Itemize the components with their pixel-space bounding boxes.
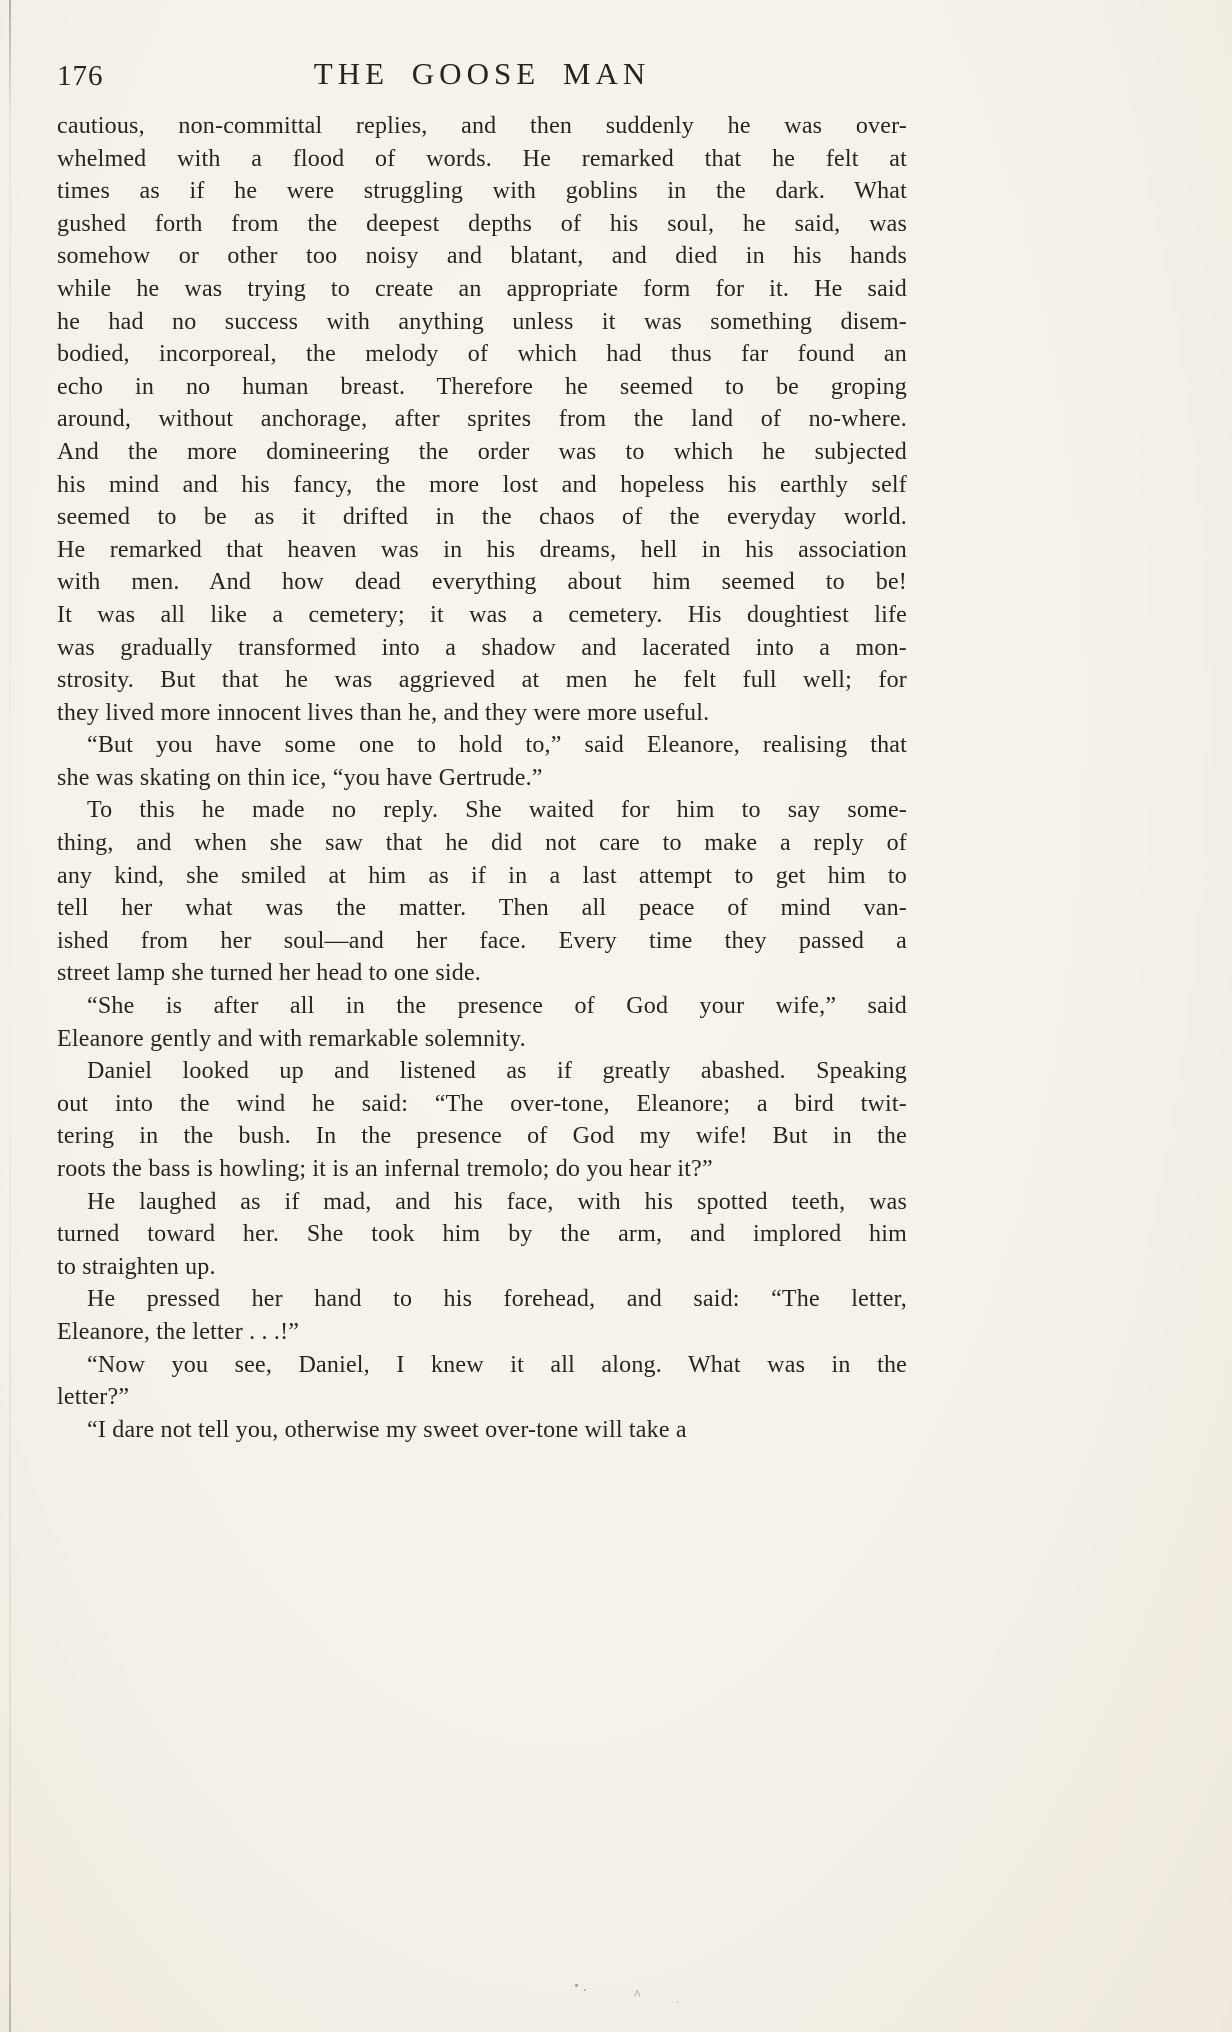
text-line: turned toward her. She took him by the arm, and implored him bbox=[57, 1221, 907, 1248]
text-line: Eleanore gently and with remarkable solemnity. bbox=[57, 1025, 526, 1052]
text-line: Daniel looked up and listened as if greatly abashed. Speaking bbox=[87, 1058, 907, 1085]
text-line: they lived more innocent lives than he, and they were more useful. bbox=[57, 699, 710, 726]
scan-dot-mark: . bbox=[676, 1992, 679, 2006]
text-line: “She is after all in the presence of God your wife,” said bbox=[87, 993, 907, 1020]
text-line: he had no success with anything unless it was something disem- bbox=[57, 308, 907, 335]
text-line: his mind and his fancy, the more lost and hopeless his earthly self bbox=[57, 471, 907, 498]
text-line: tering in the bush. In the presence of God my wife! But in the bbox=[57, 1123, 907, 1150]
paragraph bbox=[57, 1414, 907, 1447]
text-line: He pressed her hand to his forehead, and said: “The letter, bbox=[87, 1286, 907, 1313]
text-line: gushed forth from the deepest depths of his soul, he said, was bbox=[57, 210, 907, 237]
paragraph bbox=[57, 1349, 907, 1414]
book-page bbox=[57, 54, 907, 1446]
paragraph bbox=[57, 1186, 907, 1284]
running-head: THE GOOSE MAN bbox=[313, 56, 651, 91]
text-line: He laughed as if mad, and his face, with his spotted teeth, was bbox=[87, 1188, 907, 1215]
scan-caret-mark: ^ bbox=[634, 1988, 641, 2003]
scan-edge-line bbox=[9, 0, 11, 2032]
text-line: It was all like a cemetery; it was a cemetery. His doughtiest life bbox=[57, 601, 907, 628]
scan-speck bbox=[584, 1989, 586, 1991]
text-line: To this he made no reply. She waited for him to say some- bbox=[87, 797, 907, 824]
paragraph bbox=[57, 1055, 907, 1185]
text-line: street lamp she turned her head to one side. bbox=[57, 960, 481, 987]
text-line: cautious, non-committal replies, and then suddenly he was over- bbox=[57, 113, 907, 139]
text-line: And the more domineering the order was to which he subjected bbox=[57, 438, 907, 465]
text-line: she was skating on thin ice, “you have Gertrude.” bbox=[57, 764, 543, 791]
text-line: ished from her soul—and her face. Every time they passed a bbox=[57, 927, 907, 954]
text-line: tell her what was the matter. Then all peace of mind van- bbox=[57, 895, 907, 922]
text-line: times as if he were struggling with goblins in the dark. What bbox=[57, 178, 907, 205]
text-line: “I dare not tell you, otherwise my sweet over-tone will take a bbox=[87, 1416, 687, 1443]
text-line: while he was trying to create an appropriate form for it. He said bbox=[57, 275, 907, 302]
text-line: to straighten up. bbox=[57, 1253, 216, 1280]
text-line: roots the bass is howling; it is an infernal tremolo; do you hear it?” bbox=[57, 1156, 713, 1182]
page-body bbox=[57, 110, 907, 1446]
text-line: strosity. But that he was aggrieved at men he felt full well; for bbox=[57, 667, 907, 694]
text-line: any kind, she smiled at him as if in a last attempt to get him to bbox=[57, 862, 907, 889]
text-line: thing, and when she saw that he did not care to make a reply of bbox=[57, 830, 907, 857]
text-line: with men. And how dead everything about him seemed to be! bbox=[57, 569, 907, 596]
text-line: “Now you see, Daniel, I knew it all along. What was in the bbox=[87, 1351, 907, 1378]
text-line: “But you have some one to hold to,” said Eleanore, realising that bbox=[87, 732, 907, 759]
text-line: was gradually transformed into a shadow and lacerated into a mon- bbox=[57, 634, 907, 661]
paragraph bbox=[57, 1283, 907, 1348]
page-header bbox=[57, 54, 907, 98]
text-line: whelmed with a flood of words. He remarked that he felt at bbox=[57, 145, 907, 172]
paragraph bbox=[57, 110, 907, 729]
text-line: Eleanore, the letter . . .!” bbox=[57, 1318, 300, 1345]
paragraph bbox=[57, 729, 907, 794]
text-line: echo in no human breast. Therefore he seemed to be groping bbox=[57, 373, 907, 400]
text-line: letter?” bbox=[57, 1384, 130, 1411]
paragraph bbox=[57, 990, 907, 1055]
page-number: 176 bbox=[57, 60, 104, 92]
scan-speck bbox=[575, 1984, 578, 1987]
text-line: somehow or other too noisy and blatant, and died in his hands bbox=[57, 243, 907, 270]
paragraph bbox=[57, 794, 907, 990]
text-line: around, without anchorage, after sprites from the land of no-where. bbox=[57, 406, 907, 433]
text-line: seemed to be as it drifted in the chaos of the everyday world. bbox=[57, 504, 907, 531]
text-line: He remarked that heaven was in his dreams, hell in his association bbox=[57, 536, 907, 563]
text-line: bodied, incorporeal, the melody of which had thus far found an bbox=[57, 341, 907, 368]
text-line: out into the wind he said: “The over-tone, Eleanore; a bird twit- bbox=[57, 1090, 907, 1117]
